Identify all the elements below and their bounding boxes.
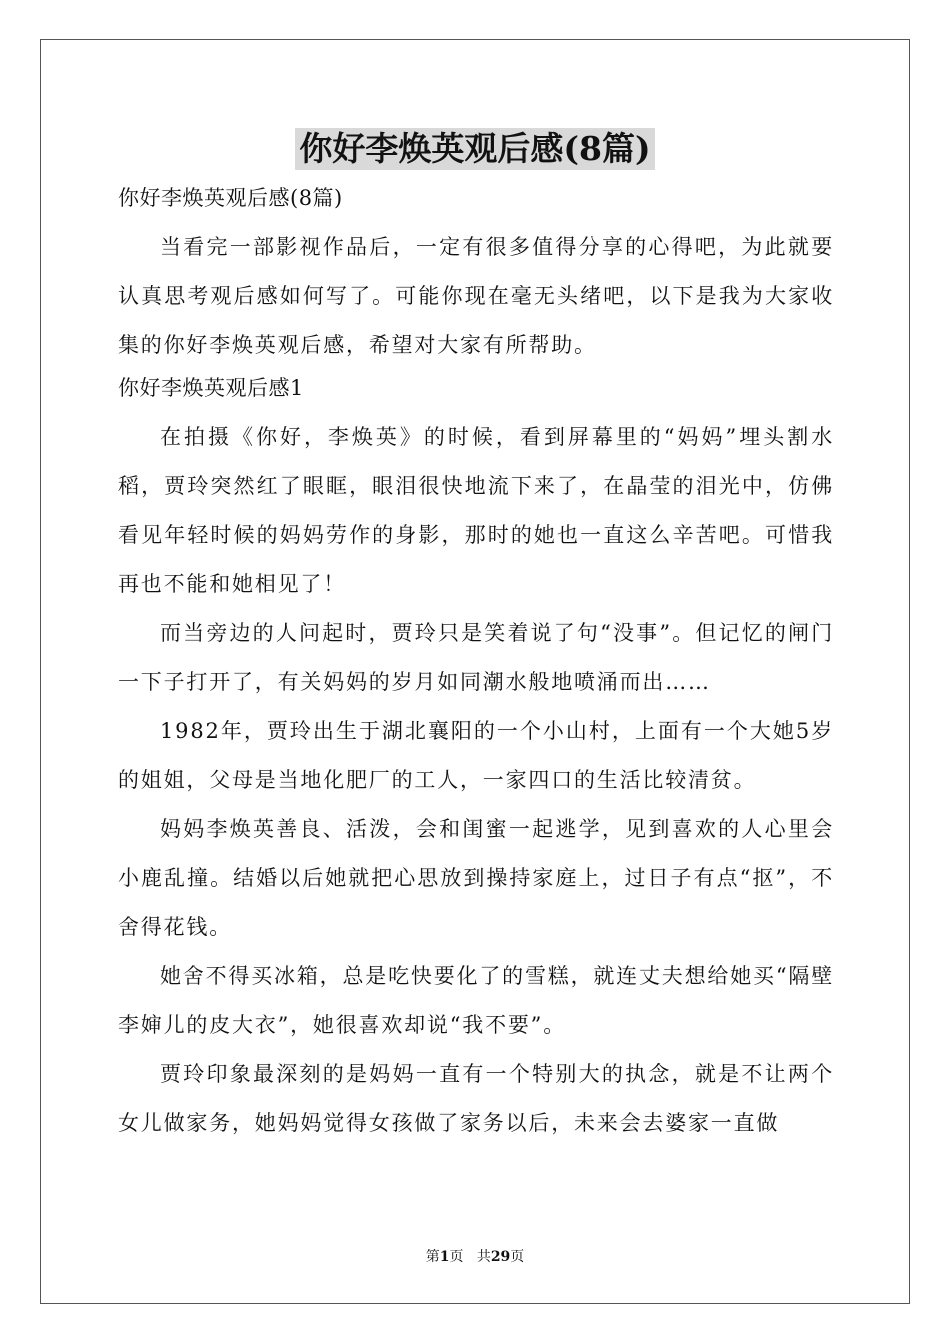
section-heading: 你好李焕英观后感1: [118, 376, 304, 400]
document-body: [118, 180, 834, 1148]
page-footer: [0, 1247, 950, 1267]
footer-prefix: 第: [425, 1249, 440, 1265]
footer-total-prefix: 共: [476, 1249, 491, 1265]
body-paragraph: 在拍摄《你好，李焕英》的时候，看到屏幕里的“妈妈”埋头割水稻，贾玲突然红了眼眶，眼泪很快地流下来了，在晶莹的泪光中，仿佛看见年轻时候的妈妈劳作的身影，那时的她也一直这么辛苦吧。可惜我再也不能和她相见了！: [118, 425, 834, 596]
body-paragraph: 1982年，贾玲出生于湖北襄阳的一个小山村，上面有一个大她5岁的姐姐，父母是当地化肥厂的工人，一家四口的生活比较清贫。: [118, 719, 834, 792]
footer-page-number: 1: [439, 1249, 450, 1265]
document-subtitle: 你好李焕英观后感(8篇): [118, 186, 343, 210]
body-paragraph: 妈妈李焕英善良、活泼，会和闺蜜一起逃学，见到喜欢的人心里会小鹿乱撞。结婚以后她就把心思放到操持家庭上，过日子有点“抠”，不舍得花钱。: [118, 817, 834, 939]
body-paragraph: 贾玲印象最深刻的是妈妈一直有一个特别大的执念，就是不让两个女儿做家务，她妈妈觉得女孩做了家务以后，未来会去婆家一直做: [118, 1062, 834, 1135]
footer-total-unit: 页: [510, 1249, 525, 1265]
body-paragraph: 她舍不得买冰箱，总是吃快要化了的雪糕，就连丈夫想给她买“隔壁李婶儿的皮大衣”，她很喜欢却说“我不要”。: [118, 964, 834, 1037]
footer-page-unit: 页: [449, 1249, 464, 1265]
document-title: 你好李焕英观后感(8篇): [295, 128, 654, 170]
footer-total-pages: 29: [490, 1249, 511, 1265]
title-wrap: [0, 128, 950, 170]
intro-paragraph: 当看完一部影视作品后，一定有很多值得分享的心得吧，为此就要认真思考观后感如何写了。可能你现在毫无头绪吧，以下是我为大家收集的你好李焕英观后感，希望对大家有所帮助。: [118, 235, 834, 357]
body-paragraph: 而当旁边的人问起时，贾玲只是笑着说了句“没事”。但记忆的闸门一下子打开了，有关妈妈的岁月如同潮水般地喷涌而出……: [118, 621, 834, 694]
